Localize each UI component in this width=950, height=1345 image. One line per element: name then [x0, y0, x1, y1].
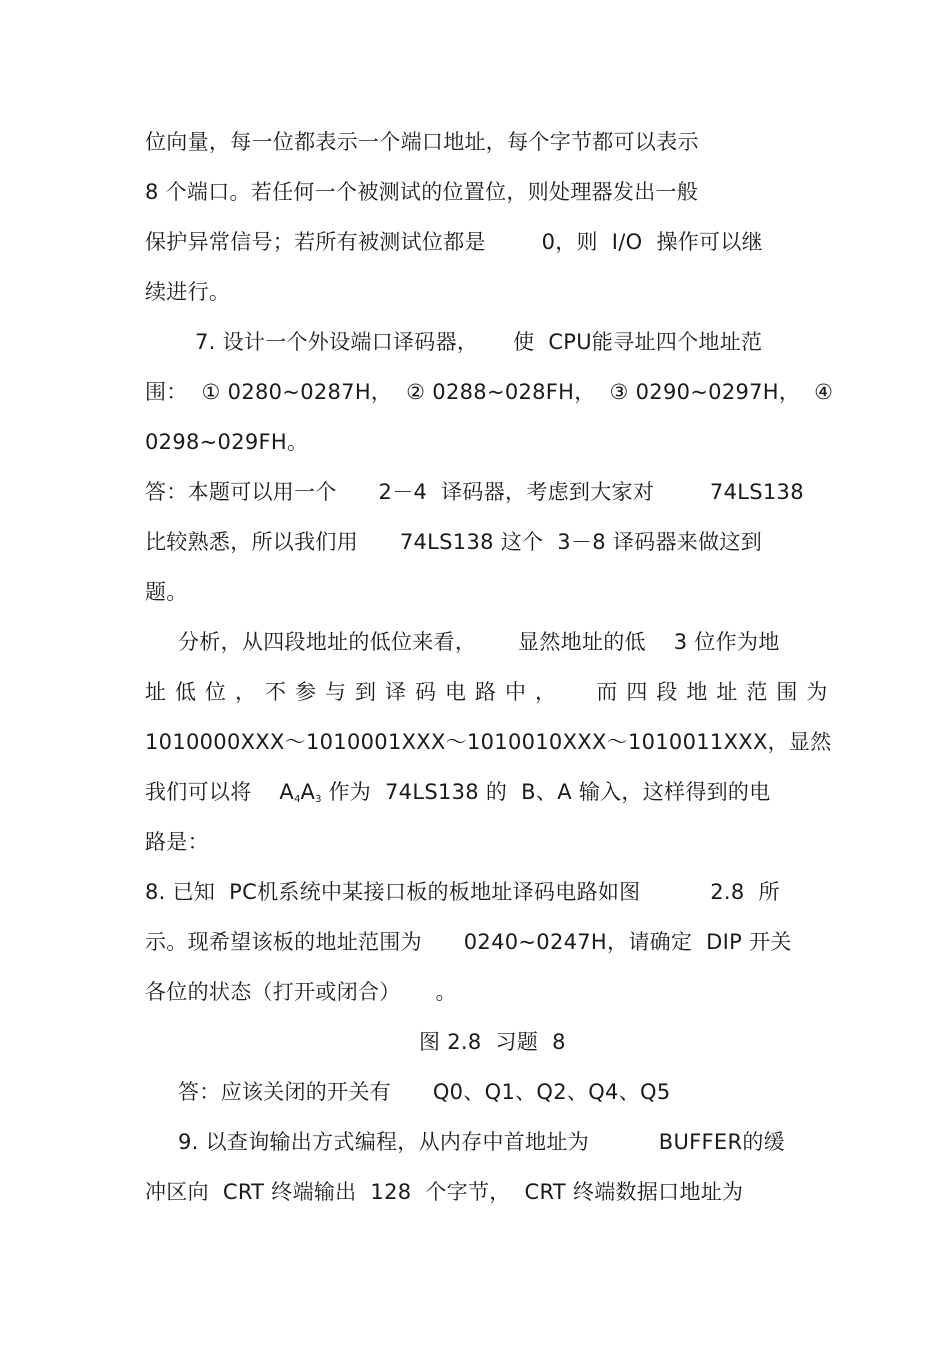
paragraph-1-line-1: 位向量，每一位都表示一个端口地址，每个字节都可以表示	[145, 130, 699, 154]
answer-8: 答：应该关闭的开关有 Q0、Q1、Q2、Q4、Q5	[178, 1080, 671, 1104]
question-7-line-3: 0298~029FH。	[145, 430, 309, 454]
answer-7-line-2: 比较熟悉，所以我们用 74LS138 这个 3－8 译码器来做这到	[145, 530, 763, 554]
question-7-line-2: 围： ① 0280~0287H， ② 0288~028FH， ③ 0290~0297H， ④	[145, 380, 834, 404]
analysis-7-line-1: 分析，从四段地址的低位来看， 显然地址的低 3 位作为地	[178, 630, 780, 654]
analysis-7-line-2: 址低位，不参与到译码电路中， 而四段地址范围为	[145, 680, 837, 704]
analysis-7-line-4-part-a: 我们可以将 A	[145, 780, 295, 804]
paragraph-1-line-4: 续进行。	[145, 280, 231, 304]
question-9-line-2: 冲区向 CRT 终端输出 128 个字节， CRT 终端数据口地址为	[145, 1180, 744, 1204]
question-8-line-2: 示。现希望该板的地址范围为 0240~0247H，请确定 DIP 开关	[145, 930, 792, 954]
subscript-4: 4	[294, 794, 301, 805]
paragraph-1-line-2: 8 个端口。若任何一个被测试的位置位，则处理器发出一般	[145, 180, 699, 204]
subscript-3: 3	[315, 794, 322, 805]
question-8-line-3: 各位的状态（打开或闭合） 。	[145, 980, 457, 1004]
analysis-7-line-3: 1010000XXX～1010001XXX～1010010XXX～1010011XXX，显然	[145, 730, 832, 754]
question-7-line-1: 7. 设计一个外设端口译码器， 使 CPU能寻址四个地址范	[195, 330, 763, 354]
analysis-7-line-4	[145, 779, 771, 813]
paragraph-1-line-3: 保护异常信号；若所有被测试位都是 0，则 I/O 操作可以继	[145, 230, 763, 254]
answer-7-line-1: 答：本题可以用一个 2－4 译码器，考虑到大家对 74LS138	[145, 480, 804, 504]
analysis-7-line-4-part-b: A	[300, 780, 316, 804]
question-9-line-1: 9. 以查询输出方式编程，从内存中首地址为 BUFFER的缓	[178, 1130, 785, 1154]
answer-7-line-3: 题。	[145, 580, 188, 604]
analysis-7-line-5: 路是：	[145, 830, 209, 854]
figure-caption: 图 2.8 习题 8	[419, 1030, 566, 1054]
analysis-7-line-4-part-c: 作为 74LS138 的 B、A 输入，这样得到的电	[321, 780, 771, 804]
question-8-line-1: 8. 已知 PC机系统中某接口板的板地址译码电路如图 2.8 所	[145, 880, 780, 904]
